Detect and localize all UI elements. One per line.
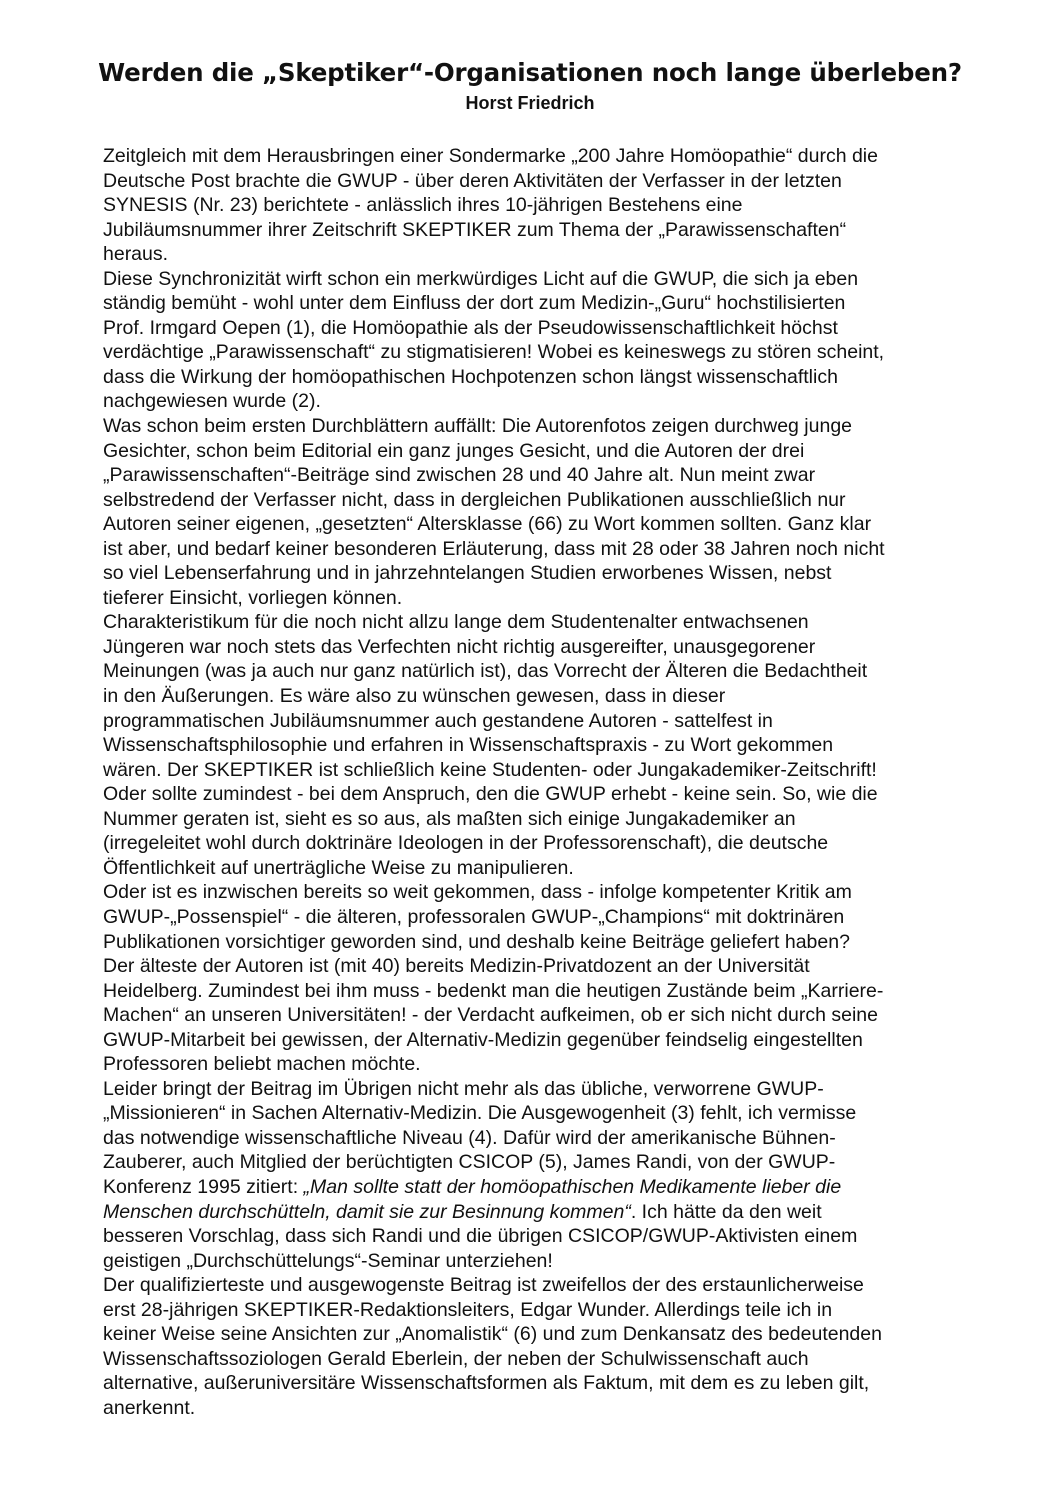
text-line: nachgewiesen wurde (2). bbox=[103, 390, 321, 413]
text-line: besseren Vorschlag, dass sich Randi und die übrigen CSICOP/GWUP-Aktivisten einem bbox=[103, 1225, 858, 1248]
text-line: Leider bringt der Beitrag im Übrigen nicht mehr als das übliche, verworrene GWUP- bbox=[103, 1077, 824, 1100]
text-line: ist aber, und bedarf keiner besonderen Erläuterung, dass mit 28 oder 38 Jahren noch nicht bbox=[103, 537, 885, 560]
text-line: „Parawissenschaften“-Beiträge sind zwischen 28 und 40 Jahre alt. Nun meint zwar bbox=[103, 464, 816, 487]
text-line: Oder ist es inzwischen bereits so weit gekommen, dass - infolge kompetenter Kritik am bbox=[103, 881, 852, 904]
text-line: (irregeleitet wohl durch doktrinäre Ideologen in der Professorenschaft), die deutsche bbox=[103, 832, 829, 855]
text-line: wären. Der SKEPTIKER ist schließlich keine Studenten- oder Jungakademiker-Zeitschrift! bbox=[103, 758, 877, 781]
text-line: Nummer geraten ist, sieht es so aus, als maßten sich einige Jungakademiker an bbox=[103, 807, 796, 830]
text-line: Wissenschaftssoziologen Gerald Eberlein, der neben der Schulwissenschaft auch bbox=[103, 1347, 809, 1370]
text-line: erst 28-jährigen SKEPTIKER-Redaktionsleiters, Edgar Wunder. Allerdings teile ich in bbox=[103, 1298, 833, 1321]
text-line: dass die Wirkung der homöopathischen Hochpotenzen schon längst wissenschaftlich bbox=[103, 365, 838, 388]
text-line-mixed bbox=[103, 1175, 983, 1200]
quote-segment: „Man sollte statt der homöopathischen Medikamente lieber die bbox=[303, 1175, 842, 1198]
text-line: so viel Lebenserfahrung und in jahrzehntelangen Studien erworbenes Wissen, nebst bbox=[103, 562, 832, 585]
text-line: Meinungen (was ja auch nur ganz natürlich ist), das Vorrecht der Älteren die Bedachtheit bbox=[103, 660, 868, 683]
text-line: heraus. bbox=[103, 243, 169, 266]
text-line: Diese Synchronizität wirft schon ein merkwürdiges Licht auf die GWUP, die sich ja eben bbox=[103, 267, 859, 290]
text-line: GWUP-„Possenspiel“ - die älteren, professoralen GWUP-„Champions“ mit doktrinären bbox=[103, 905, 845, 928]
text-line: Was schon beim ersten Durchblättern auffällt: Die Autorenfotos zeigen durchweg junge bbox=[103, 415, 853, 438]
text-line: GWUP-Mitarbeit bei gewissen, der Alternativ-Medizin gegenüber feindselig eingestellten bbox=[103, 1028, 863, 1051]
text-line: programmatischen Jubiläumsnummer auch gestandene Autoren - sattelfest in bbox=[103, 709, 773, 732]
text-segment: . Ich hätte da den weit bbox=[630, 1200, 822, 1223]
text-line: Autoren seiner eigenen, „gesetzten“ Altersklasse (66) zu Wort kommen sollten. Ganz klar bbox=[103, 513, 872, 536]
text-line: Wissenschaftsphilosophie und erfahren in Wissenschaftspraxis - zu Wort gekommen bbox=[103, 734, 834, 757]
text-line: Publikationen vorsichtiger geworden sind, und deshalb keine Beiträge geliefert haben? bbox=[103, 930, 850, 953]
text-line: Machen“ an unseren Universitäten! - der Verdacht aufkeimen, ob er sich nicht durch seine bbox=[103, 1004, 879, 1027]
text-line: Oder sollte zumindest - bei dem Anspruch, den die GWUP erhebt - keine sein. So, wie die bbox=[103, 783, 878, 806]
text-line: Der qualifizierteste und ausgewogenste Beitrag ist zweifellos der des erstaunlicherweise bbox=[103, 1274, 864, 1297]
text-line: Professoren beliebt machen möchte. bbox=[103, 1053, 421, 1076]
document-title: Werden die „Skeptiker“-Organisationen noch lange überleben? bbox=[98, 58, 962, 87]
text-line: Zeitgleich mit dem Herausbringen einer Sondermarke „200 Jahre Homöopathie“ durch die bbox=[103, 145, 878, 167]
text-line: Prof. Irmgard Oepen (1), die Homöopathie als der Pseudowissenschaftlichkeit höchst bbox=[103, 316, 838, 339]
text-line: Deutsche Post brachte die GWUP - über deren Aktivitäten der Verfasser in der letzten bbox=[103, 169, 842, 192]
text-line: das notwendige wissenschaftliche Niveau (4). Dafür wird der amerikanische Bühnen- bbox=[103, 1126, 836, 1149]
text-line: tieferer Einsicht, vorliegen können. bbox=[103, 586, 403, 609]
text-line: „Missionieren“ in Sachen Alternativ-Medizin. Die Ausgewogenheit (3) fehlt, ich vermisse bbox=[103, 1102, 857, 1125]
text-line: verdächtige „Parawissenschaft“ zu stigmatisieren! Wobei es keineswegs zu stören scheint, bbox=[103, 341, 885, 364]
text-line: Zauberer, auch Mitglied der berüchtigten CSICOP (5), James Randi, von der GWUP- bbox=[103, 1151, 836, 1174]
text-line: selbstredend der Verfasser nicht, dass in dergleichen Publikationen ausschließlich nur bbox=[103, 488, 846, 511]
text-line: Gesichter, schon beim Editorial ein ganz junges Gesicht, und die Autoren der drei bbox=[103, 439, 805, 462]
text-line: ständig bemüht - wohl unter dem Einfluss der dort zum Medizin-„Guru“ hochstilisierten bbox=[103, 292, 846, 315]
text-line: alternative, außeruniversitäre Wissenschaftsformen als Faktum, mit dem es zu leben gilt, bbox=[103, 1372, 870, 1395]
quote-segment: Menschen durchschütteln, damit sie zur Besinnung kommen“ bbox=[103, 1200, 631, 1223]
text-line: SYNESIS (Nr. 23) berichtete - anlässlich ihres 10-jährigen Bestehens eine bbox=[103, 194, 743, 217]
article-body bbox=[103, 144, 983, 1420]
text-line: Jubiläumsnummer ihrer Zeitschrift SKEPTIKER zum Thema der „Parawissenschaften“ bbox=[103, 218, 847, 241]
text-line-mixed bbox=[103, 1200, 983, 1225]
text-line: in den Äußerungen. Es wäre also zu wünschen gewesen, dass in dieser bbox=[103, 685, 726, 708]
text-line: keiner Weise seine Ansichten zur „Anomalistik“ (6) und zum Denkansatz des bedeutenden bbox=[103, 1323, 882, 1346]
text-line: Der älteste der Autoren ist (mit 40) bereits Medizin-Privatdozent an der Universität bbox=[103, 955, 810, 978]
text-line: Charakteristikum für die noch nicht allzu lange dem Studentenalter entwachsenen bbox=[103, 611, 809, 634]
text-line: Jüngeren war noch stets das Verfechten nicht richtig ausgereifter, unausgegorener bbox=[103, 635, 816, 658]
text-line: geistigen „Durchschüttelungs“-Seminar unterziehen! bbox=[103, 1249, 553, 1272]
text-segment: Konferenz 1995 zitiert: bbox=[103, 1175, 304, 1198]
text-line: Öffentlichkeit auf unerträgliche Weise zu manipulieren. bbox=[103, 856, 574, 879]
author-name: Horst Friedrich bbox=[465, 93, 595, 113]
text-line: Heidelberg. Zumindest bei ihm muss - bedenkt man die heutigen Zustände beim „Karriere- bbox=[103, 979, 884, 1002]
text-line: anerkennt. bbox=[103, 1396, 196, 1419]
